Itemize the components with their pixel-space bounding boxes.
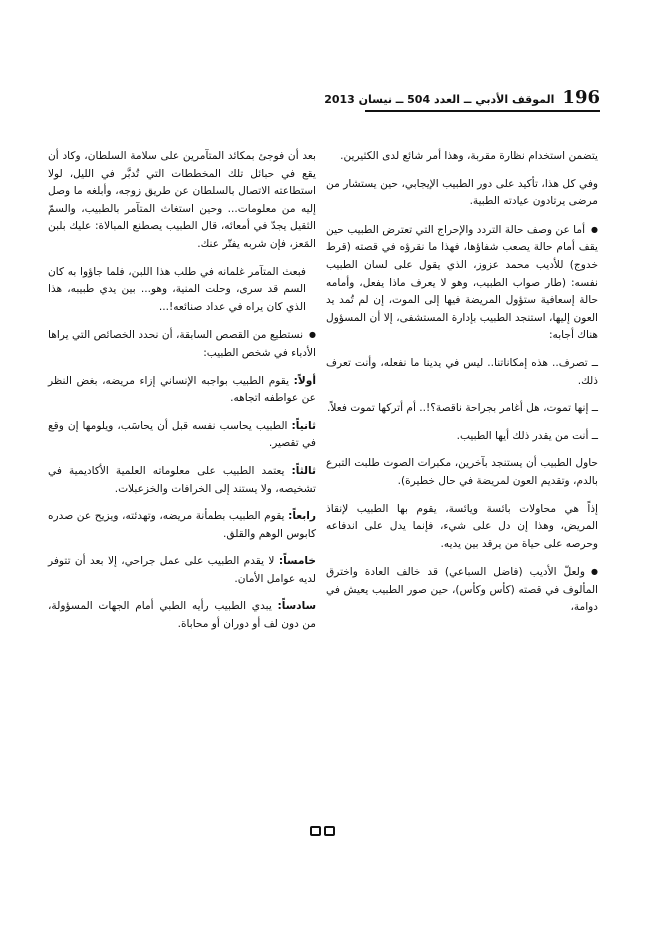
paragraph-text: بعد أن فوجئ بمكائد المتآمرين على سلامة السلطان، وكاد أن يقع في حبائل تلك المخططات التي تُدبَّر في الليل، لولا استطاعته الاتصال بالسلطان عن طريق زوجه، وأبلغه ما وصل إليه من معلومات... وحين استغاث المتآمر بالطبيب، والسمّ الثقيل يجدّ في أمعائه، قال الطبيب يصطنع المبالاة: عليك بلبن المَعز، فإن شربه يفتّر عنك. — [48, 150, 316, 250]
page-header — [324, 84, 600, 108]
list-lead: سادساً: — [277, 600, 316, 613]
paragraph-text: ــ تصرف.. هذه إمكاناتنا.. ليس في يدينا ما نفعله، وأنت تعرف ذلك. — [326, 356, 598, 387]
paragraph — [48, 553, 316, 588]
paragraph — [48, 148, 316, 254]
running-head: الموقف الأدبي ــ العدد 504 ــ نيسان 2013 — [324, 93, 555, 106]
list-lead: خامساً: — [278, 555, 316, 568]
paragraph — [326, 221, 598, 345]
paragraph — [326, 355, 598, 390]
paragraph — [48, 373, 316, 408]
paragraph — [326, 501, 598, 554]
paragraph-text: الطبيب يحاسب نفسه قبل أن يحاسَب، ويلومها إن وقع في تقصير. — [48, 419, 316, 450]
paragraph — [48, 418, 316, 453]
paragraph — [326, 148, 598, 166]
paragraph-text: يبدي الطبيب رأيه الطبي أمام الجهات المسؤولة، من دون لف أو دوران أو محاباة. — [48, 600, 316, 631]
paragraph — [48, 463, 316, 498]
list-lead: ثانياً: — [291, 419, 316, 432]
left-column — [48, 148, 316, 644]
right-column — [326, 148, 598, 627]
paragraph-text: نستطيع من القصص السابقة، أن نحدد الخصائص التي يراها الأدباء في شخص الطبيب: — [48, 329, 316, 359]
paragraph-text: حاول الطبيب أن يستنجد بآخرين، مكبرات الصوت طلبت التبرع بالدم، وتقديم العون لمريضة في حال خطيرة). — [326, 457, 598, 487]
list-lead: رابعاً: — [288, 510, 316, 523]
end-mark-icon — [310, 826, 340, 838]
paragraph — [48, 598, 316, 633]
paragraph-text: أما عن وصف حالة التردد والإحراج التي تعترض الطبيب حين يقف أمام حالة يصعب شفاؤها، فهذا ما نقرؤه في قصته (قرط خدوج) للأديب محمد عزوز، الذي يقول على لسان الطبيب نفسه: (طار صواب الطبيب، وهو لا يعرف ماذا يفعل، وأمامه حالة إسعافية ستؤول المريضة فيها إلى الموت، إن لم تُمد يد العون إليها، استنجد الطبيب بإدارة المستشفى، إلا أن المسؤول هناك أجابه: — [326, 223, 598, 342]
paragraph — [48, 508, 316, 543]
paragraph — [48, 326, 316, 362]
paragraph — [326, 176, 598, 211]
paragraph — [48, 264, 316, 317]
header-rule — [365, 110, 600, 112]
paragraph-text: يتضمن استخدام نظارة مقربة، وهذا أمر شائع لدى الكثيرين. — [340, 150, 598, 162]
paragraph-text: وفي كل هذا، تأكيد على دور الطبيب الإيجابي، حين يستشار من مرضى يرتادون عيادته الطبية. — [326, 177, 598, 208]
paragraph — [326, 455, 598, 490]
paragraph-text: ولعلّ الأديب (فاضل السباعي) قد خالف العادة واخترق المألوف في قصته (كأس وكأس)، حين صور الطبيب يعيش في دوامة، — [326, 566, 598, 614]
paragraph-text: فبعث المتآمر غلمانه في طلب هذا اللبن، فلما جاؤوا به كان السم قد سرى، وحلت المنية، وهو... بين يدي طبيبه، هذا الذي كان يراه في عداد صنائعه!... — [48, 265, 306, 313]
paragraph-text: ــ إنها تموت، هل أغامر بجراحة ناقصة؟!.. أم أتركها تموت فعلاً. — [327, 402, 598, 415]
paragraph-text: ــ أنت من يقدر ذلك أيها الطبيب. — [456, 429, 598, 442]
paragraph — [326, 428, 598, 446]
paragraph-text: يقوم الطبيب بواجبه الإنساني إزاء مريضه، بغض النظر عن عواطفه اتجاهه. — [48, 374, 316, 405]
paragraph-text: لا يقدم الطبيب على عمل جراحي، إلا بعد أن تتوفر لديه عوامل الأمان. — [48, 555, 316, 585]
paragraph — [326, 400, 598, 418]
paragraph-text: يعتمد الطبيب على معلوماته العلمية الأكاديمية في تشخيصه، ولا يستند إلى الخرافات والخزعبلات. — [48, 464, 316, 495]
page-number: 196 — [562, 87, 600, 108]
paragraph-text: إذاً هي محاولات بائسة ويائسة، يقوم بها الطبيب لإنقاذ المريض، وهذا إن دل على شيء، فإنما يدل على اندفاعه وحرصه على حياة من يرقد بين يديه. — [326, 502, 598, 550]
paragraph-text: يقوم الطبيب بطمأنة مريضه، وتهدئته، ويزيح عن صدره كابوس الوهم والقلق. — [48, 510, 316, 540]
list-lead: ثالثاً: — [291, 464, 316, 477]
paragraph — [326, 563, 598, 617]
list-lead: أولاً: — [293, 374, 316, 387]
